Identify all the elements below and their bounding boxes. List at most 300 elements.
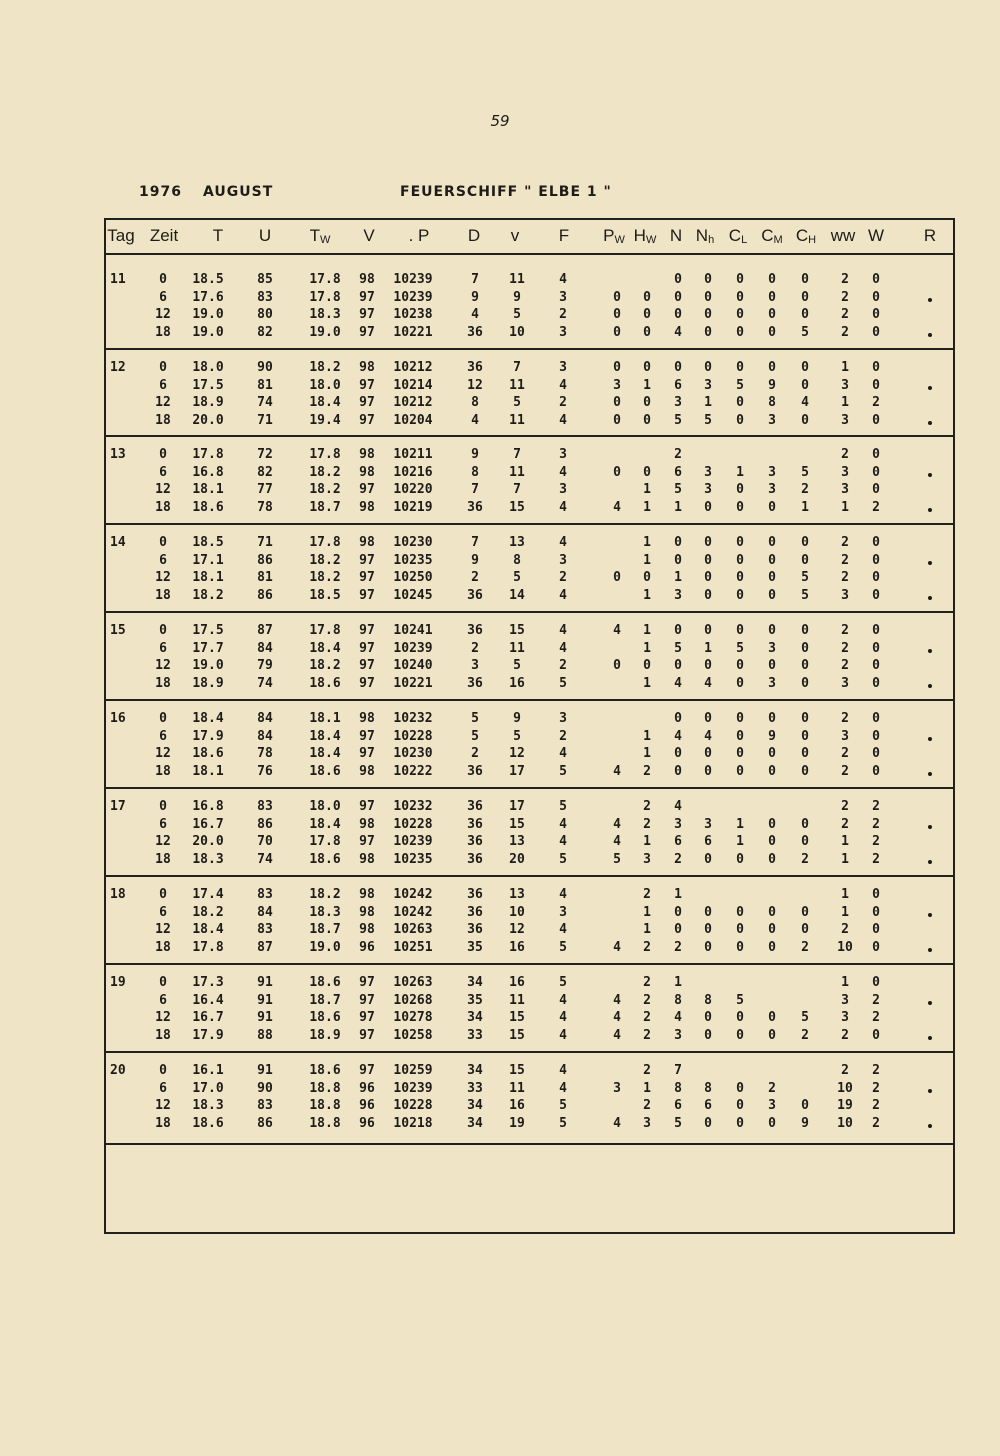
cell-p: 10221 xyxy=(393,324,433,340)
cell-f: 4 xyxy=(559,272,567,287)
cell-cl: 0 xyxy=(736,1010,744,1025)
cell-tw: 18.6 xyxy=(309,851,341,867)
col-header-label: V xyxy=(363,226,375,245)
cell-v: 97 xyxy=(359,728,375,744)
cell-v: 97 xyxy=(359,623,375,638)
cell-ch: 5 xyxy=(801,570,809,585)
cell-n: 0 xyxy=(674,658,682,673)
cell-u: 91 xyxy=(257,1010,273,1025)
cell-u: 74 xyxy=(257,675,273,691)
cell-v: 19 xyxy=(509,1115,525,1131)
cell-ww: 2 xyxy=(841,1063,849,1078)
cell-hw: 1 xyxy=(643,587,651,603)
cell-p: 10242 xyxy=(393,887,433,902)
cell-cm: 0 xyxy=(768,851,776,867)
cell-p: 10240 xyxy=(393,658,433,673)
cell-n: 6 xyxy=(674,377,682,393)
cell-u: 83 xyxy=(257,1098,273,1113)
cell-hw: 1 xyxy=(643,623,651,638)
cell-hw: 0 xyxy=(643,464,651,480)
col-header-tag xyxy=(107,226,134,246)
cell-ww: 2 xyxy=(841,447,849,462)
cell-t: 16.7 xyxy=(192,816,224,832)
cell-v: 10 xyxy=(509,904,525,920)
cell-nh: 0 xyxy=(704,1115,712,1131)
cell-cm: 0 xyxy=(768,763,776,779)
cell-d: 5 xyxy=(471,711,479,726)
cell-v: 98 xyxy=(359,499,375,515)
cell-p: 10218 xyxy=(393,1115,433,1131)
cell-hw: 2 xyxy=(643,887,651,902)
cell-d: 9 xyxy=(471,289,479,305)
cell-p: 10239 xyxy=(393,1080,433,1096)
cell-ww: 2 xyxy=(841,570,849,585)
cell-hw: 0 xyxy=(643,395,651,410)
cell-cm: 0 xyxy=(768,360,776,375)
col-header-n xyxy=(670,226,682,246)
cell-nh: 6 xyxy=(704,1098,712,1113)
cell-nh: 0 xyxy=(704,272,712,287)
cell-f: 3 xyxy=(559,482,567,497)
cell-zeit: 18 xyxy=(155,587,171,603)
cell-nh: 0 xyxy=(704,360,712,375)
cell-ww: 2 xyxy=(841,272,849,287)
cell-ww: 1 xyxy=(841,851,849,867)
cell-d: 36 xyxy=(467,816,483,832)
cell-ch: 0 xyxy=(801,360,809,375)
precipitation-dot xyxy=(928,1124,932,1128)
cell-u: 86 xyxy=(257,587,273,603)
cell-f: 4 xyxy=(559,377,567,393)
cell-nh: 4 xyxy=(704,675,712,691)
cell-t: 18.6 xyxy=(192,1115,224,1131)
precipitation-dot xyxy=(928,421,932,425)
cell-hw: 2 xyxy=(643,1098,651,1113)
cell-w: 0 xyxy=(872,360,880,375)
cell-tw: 18.6 xyxy=(309,975,341,990)
precipitation-dot xyxy=(928,825,932,829)
cell-ww: 2 xyxy=(841,307,849,322)
col-header-label: . P xyxy=(408,226,430,245)
cell-u: 83 xyxy=(257,922,273,937)
cell-ww: 1 xyxy=(841,904,849,920)
cell-t: 20.0 xyxy=(192,412,224,428)
cell-n: 4 xyxy=(674,799,682,814)
cell-t: 17.0 xyxy=(192,1080,224,1096)
cell-d: 34 xyxy=(467,1115,483,1131)
cell-nh: 3 xyxy=(704,464,712,480)
cell-w: 2 xyxy=(872,992,880,1008)
cell-nh: 0 xyxy=(704,587,712,603)
cell-d: 34 xyxy=(467,975,483,990)
cell-t: 17.9 xyxy=(192,1027,224,1043)
col-header-subscript: H xyxy=(808,234,817,246)
cell-zeit: 6 xyxy=(159,289,167,305)
cell-v: 97 xyxy=(359,799,375,814)
day-separator xyxy=(104,963,955,965)
cell-tw: 18.0 xyxy=(309,377,341,393)
cell-cl: 1 xyxy=(736,816,744,832)
cell-v: 13 xyxy=(509,834,525,849)
col-header-label: Tag xyxy=(107,226,135,245)
cell-p: 10242 xyxy=(393,904,433,920)
cell-w: 0 xyxy=(872,587,880,603)
cell-n: 3 xyxy=(674,1027,682,1043)
cell-v: 11 xyxy=(509,272,525,287)
cell-t: 17.6 xyxy=(192,289,224,305)
cell-pw: 0 xyxy=(613,307,621,322)
cell-hw: 2 xyxy=(643,975,651,990)
col-header-zeit xyxy=(150,226,178,246)
cell-cm: 0 xyxy=(768,711,776,726)
cell-f: 3 xyxy=(559,289,567,305)
cell-cl: 1 xyxy=(736,834,744,849)
cell-p: 10258 xyxy=(393,1027,433,1043)
cell-v: 98 xyxy=(359,816,375,832)
cell-u: 84 xyxy=(257,728,273,744)
cell-v: 15 xyxy=(509,1063,525,1078)
col-header-subscript: W xyxy=(614,234,625,246)
cell-p: 10212 xyxy=(393,395,433,410)
cell-nh: 0 xyxy=(704,552,712,568)
cell-ww: 2 xyxy=(841,763,849,779)
cell-v: 15 xyxy=(509,1010,525,1025)
cell-v: 97 xyxy=(359,570,375,585)
cell-cm: 0 xyxy=(768,1010,776,1025)
cell-p: 10239 xyxy=(393,289,433,305)
cell-p: 10228 xyxy=(393,816,433,832)
cell-v: 97 xyxy=(359,395,375,410)
cell-cl: 0 xyxy=(736,939,744,955)
cell-p: 10238 xyxy=(393,307,433,322)
cell-pw: 4 xyxy=(613,1010,621,1025)
cell-v: 97 xyxy=(359,289,375,305)
cell-w: 0 xyxy=(872,324,880,340)
cell-tw: 17.8 xyxy=(309,834,341,849)
cell-u: 81 xyxy=(257,377,273,393)
cell-w: 0 xyxy=(872,640,880,656)
cell-tw: 18.8 xyxy=(309,1098,341,1113)
cell-f: 4 xyxy=(559,1063,567,1078)
col-header-d xyxy=(468,226,480,246)
cell-t: 17.5 xyxy=(192,377,224,393)
cell-ch: 0 xyxy=(801,922,809,937)
cell-tw: 18.2 xyxy=(309,464,341,480)
cell-ch: 0 xyxy=(801,552,809,568)
cell-t: 18.6 xyxy=(192,746,224,761)
cell-cm: 3 xyxy=(768,482,776,497)
cell-d: 36 xyxy=(467,799,483,814)
precipitation-dot xyxy=(928,684,932,688)
cell-tw: 18.9 xyxy=(309,1027,341,1043)
cell-cm: 0 xyxy=(768,816,776,832)
cell-cl: 0 xyxy=(736,1098,744,1113)
cell-w: 0 xyxy=(872,728,880,744)
precipitation-dot xyxy=(928,860,932,864)
cell-d: 33 xyxy=(467,1080,483,1096)
cell-hw: 2 xyxy=(643,1063,651,1078)
cell-t: 17.5 xyxy=(192,623,224,638)
cell-n: 1 xyxy=(674,887,682,902)
cell-ww: 2 xyxy=(841,799,849,814)
cell-tw: 18.7 xyxy=(309,499,341,515)
cell-u: 86 xyxy=(257,816,273,832)
day-separator xyxy=(104,611,955,613)
precipitation-dot xyxy=(928,508,932,512)
cell-d: 2 xyxy=(471,570,479,585)
cell-tw: 18.0 xyxy=(309,799,341,814)
cell-v: 9 xyxy=(513,711,521,726)
cell-u: 83 xyxy=(257,289,273,305)
cell-hw: 1 xyxy=(643,640,651,656)
day-separator xyxy=(104,435,955,437)
cell-p: 10230 xyxy=(393,535,433,550)
cell-v: 97 xyxy=(359,482,375,497)
day-label: 19 xyxy=(110,975,126,990)
cell-u: 91 xyxy=(257,992,273,1008)
cell-hw: 2 xyxy=(643,816,651,832)
cell-ww: 3 xyxy=(841,675,849,691)
cell-w: 0 xyxy=(872,939,880,955)
precipitation-dot xyxy=(928,596,932,600)
cell-p: 10245 xyxy=(393,587,433,603)
cell-tw: 18.4 xyxy=(309,746,341,761)
cell-pw: 0 xyxy=(613,412,621,428)
cell-tw: 19.0 xyxy=(309,324,341,340)
cell-cm: 0 xyxy=(768,1115,776,1131)
day-separator xyxy=(104,787,955,789)
cell-zeit: 6 xyxy=(159,464,167,480)
cell-p: 10228 xyxy=(393,728,433,744)
cell-v: 15 xyxy=(509,1027,525,1043)
cell-n: 3 xyxy=(674,816,682,832)
cell-tw: 18.6 xyxy=(309,675,341,691)
cell-v: 5 xyxy=(513,395,521,410)
col-header-label: Zeit xyxy=(149,226,179,245)
day-label: 13 xyxy=(110,447,126,462)
cell-f: 4 xyxy=(559,464,567,480)
cell-zeit: 0 xyxy=(159,1063,167,1078)
cell-tw: 18.4 xyxy=(309,395,341,410)
col-header-ww xyxy=(831,226,856,246)
cell-w: 0 xyxy=(872,412,880,428)
cell-cm: 0 xyxy=(768,272,776,287)
cell-pw: 0 xyxy=(613,464,621,480)
cell-v: 96 xyxy=(359,1098,375,1113)
cell-tw: 18.8 xyxy=(309,1080,341,1096)
cell-ww: 2 xyxy=(841,922,849,937)
cell-w: 2 xyxy=(872,395,880,410)
cell-f: 3 xyxy=(559,711,567,726)
cell-pw: 4 xyxy=(613,623,621,638)
cell-u: 90 xyxy=(257,1080,273,1096)
cell-tw: 17.8 xyxy=(309,272,341,287)
page-number: 59 xyxy=(490,112,510,130)
cell-u: 70 xyxy=(257,834,273,849)
col-header-cm xyxy=(761,226,782,246)
cell-tw: 18.5 xyxy=(309,587,341,603)
cell-f: 4 xyxy=(559,1080,567,1096)
cell-n: 0 xyxy=(674,272,682,287)
cell-nh: 0 xyxy=(704,711,712,726)
cell-hw: 2 xyxy=(643,1010,651,1025)
cell-v: 5 xyxy=(513,728,521,744)
cell-w: 0 xyxy=(872,570,880,585)
cell-hw: 2 xyxy=(643,1027,651,1043)
cell-d: 8 xyxy=(471,395,479,410)
cell-f: 5 xyxy=(559,763,567,779)
cell-ch: 0 xyxy=(801,904,809,920)
cell-v: 12 xyxy=(509,746,525,761)
cell-f: 5 xyxy=(559,799,567,814)
cell-cl: 1 xyxy=(736,464,744,480)
precipitation-dot xyxy=(928,1001,932,1005)
cell-nh: 0 xyxy=(704,746,712,761)
cell-hw: 0 xyxy=(643,307,651,322)
cell-f: 4 xyxy=(559,640,567,656)
cell-zeit: 12 xyxy=(155,395,171,410)
cell-tw: 18.2 xyxy=(309,482,341,497)
cell-f: 4 xyxy=(559,746,567,761)
cell-t: 18.5 xyxy=(192,535,224,550)
cell-zeit: 6 xyxy=(159,377,167,393)
cell-zeit: 6 xyxy=(159,552,167,568)
cell-v: 12 xyxy=(509,922,525,937)
cell-pw: 4 xyxy=(613,1115,621,1131)
cell-w: 0 xyxy=(872,763,880,779)
cell-p: 10230 xyxy=(393,746,433,761)
day-separator xyxy=(104,523,955,525)
month-label: AUGUST xyxy=(203,184,274,200)
cell-hw: 2 xyxy=(643,992,651,1008)
cell-hw: 1 xyxy=(643,728,651,744)
cell-t: 19.0 xyxy=(192,324,224,340)
col-header-label: C xyxy=(728,226,742,245)
cell-ch: 0 xyxy=(801,834,809,849)
cell-tw: 18.3 xyxy=(309,307,341,322)
cell-cl: 0 xyxy=(736,307,744,322)
cell-p: 10222 xyxy=(393,763,433,779)
cell-v: 11 xyxy=(509,1080,525,1096)
col-header-f xyxy=(559,226,569,246)
cell-u: 86 xyxy=(257,552,273,568)
col-header-w xyxy=(868,226,884,246)
cell-w: 0 xyxy=(872,658,880,673)
cell-d: 36 xyxy=(467,887,483,902)
precipitation-dot xyxy=(928,649,932,653)
cell-v: 9 xyxy=(513,289,521,305)
cell-zeit: 18 xyxy=(155,763,171,779)
cell-ch: 2 xyxy=(801,482,809,497)
cell-ch: 0 xyxy=(801,658,809,673)
cell-u: 85 xyxy=(257,272,273,287)
cell-d: 36 xyxy=(467,360,483,375)
cell-d: 34 xyxy=(467,1010,483,1025)
cell-zeit: 12 xyxy=(155,746,171,761)
cell-ch: 0 xyxy=(801,307,809,322)
col-header-t xyxy=(213,226,223,246)
cell-nh: 0 xyxy=(704,904,712,920)
cell-tw: 18.2 xyxy=(309,570,341,585)
cell-n: 5 xyxy=(674,412,682,428)
cell-n: 0 xyxy=(674,711,682,726)
cell-ch: 5 xyxy=(801,464,809,480)
cell-w: 0 xyxy=(872,482,880,497)
cell-tw: 18.2 xyxy=(309,887,341,902)
cell-ww: 3 xyxy=(841,1010,849,1025)
cell-v: 16 xyxy=(509,1098,525,1113)
cell-v: 97 xyxy=(359,307,375,322)
cell-cm: 0 xyxy=(768,289,776,305)
cell-zeit: 18 xyxy=(155,1027,171,1043)
col-header-label: F xyxy=(558,226,570,245)
cell-p: 10216 xyxy=(393,464,433,480)
day-separator xyxy=(104,348,955,350)
cell-f: 4 xyxy=(559,816,567,832)
cell-t: 17.4 xyxy=(192,887,224,902)
col-header-nh xyxy=(696,226,714,246)
cell-p: 10232 xyxy=(393,799,433,814)
cell-t: 18.1 xyxy=(192,570,224,585)
cell-zeit: 12 xyxy=(155,658,171,673)
cell-tw: 18.6 xyxy=(309,1010,341,1025)
cell-tw: 18.3 xyxy=(309,904,341,920)
cell-u: 91 xyxy=(257,975,273,990)
cell-nh: 0 xyxy=(704,535,712,550)
cell-nh: 0 xyxy=(704,763,712,779)
cell-v: 16 xyxy=(509,675,525,691)
cell-pw: 0 xyxy=(613,360,621,375)
cell-w: 0 xyxy=(872,975,880,990)
cell-n: 8 xyxy=(674,992,682,1008)
cell-zeit: 0 xyxy=(159,360,167,375)
cell-v: 96 xyxy=(359,1080,375,1096)
cell-cl: 0 xyxy=(736,922,744,937)
cell-f: 4 xyxy=(559,834,567,849)
cell-cl: 0 xyxy=(736,1115,744,1131)
cell-v: 97 xyxy=(359,640,375,656)
cell-w: 2 xyxy=(872,816,880,832)
cell-tw: 18.6 xyxy=(309,763,341,779)
cell-cl: 0 xyxy=(736,711,744,726)
cell-zeit: 0 xyxy=(159,623,167,638)
cell-pw: 0 xyxy=(613,570,621,585)
cell-p: 10211 xyxy=(393,447,433,462)
cell-v: 11 xyxy=(509,377,525,393)
cell-nh: 0 xyxy=(704,939,712,955)
precipitation-dot xyxy=(928,772,932,776)
precipitation-dot xyxy=(928,333,932,337)
precipitation-dot xyxy=(928,737,932,741)
cell-ww: 3 xyxy=(841,992,849,1008)
cell-n: 4 xyxy=(674,324,682,340)
cell-cl: 5 xyxy=(736,640,744,656)
cell-nh: 0 xyxy=(704,324,712,340)
cell-v: 10 xyxy=(509,324,525,340)
cell-tw: 18.4 xyxy=(309,816,341,832)
cell-hw: 0 xyxy=(643,324,651,340)
col-header-ch xyxy=(796,226,816,246)
cell-ch: 0 xyxy=(801,728,809,744)
cell-pw: 3 xyxy=(613,1080,621,1096)
cell-v: 98 xyxy=(359,904,375,920)
cell-ch: 2 xyxy=(801,851,809,867)
cell-ww: 2 xyxy=(841,289,849,305)
cell-hw: 1 xyxy=(643,904,651,920)
cell-t: 18.4 xyxy=(192,711,224,726)
cell-v: 98 xyxy=(359,763,375,779)
cell-ch: 0 xyxy=(801,412,809,428)
